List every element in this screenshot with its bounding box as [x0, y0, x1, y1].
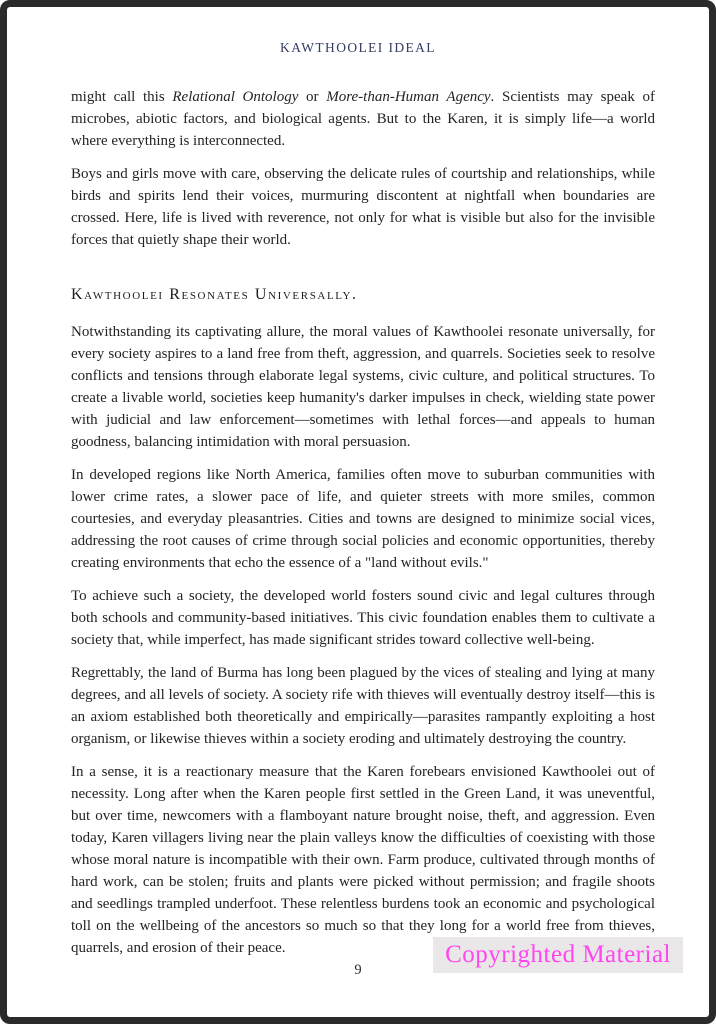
text-run: Boys and girls move with care, observing the delicate rules of courtship and relationships, while birds and spirits lend their voices, murmuring discontent at nightfall when boundaries are crossed. Here, life is lived with reverence, not only for what is visible but also for the invisible forces that quietly shape their world.	[71, 166, 655, 248]
italic-text-run: Relational Ontology	[172, 89, 299, 105]
running-head: KAWTHOOLEI IDEAL	[280, 40, 436, 55]
paragraph	[71, 163, 655, 251]
paragraph	[71, 662, 655, 750]
page-number: 9	[354, 962, 362, 978]
text-run: To achieve such a society, the developed world fosters sound civic and legal cultures through both schools and community-based initiatives. This civic foundation enables them to cultivate a society that, while imperfect, has made significant strides toward collective well-being.	[71, 588, 655, 648]
paragraph	[71, 464, 655, 574]
text-run: or	[298, 89, 327, 105]
paragraph	[71, 321, 655, 453]
page-body	[71, 86, 655, 959]
text-run: Notwithstanding its captivating allure, the moral values of Kawthoolei resonate universally, for every society aspires to a land free from theft, aggression, and quarrels. Societies seek to resolve conflicts and tensions through elaborate legal systems, civic culture, and political structures. To create a livable world, societies keep humanity's darker impulses in check, wielding state power with judicial and law enforcement—sometimes with lethal forces—and appeals to human goodness, balancing intimidation with moral persuasion.	[71, 324, 655, 450]
paragraph	[71, 86, 655, 152]
italic-text-run: More-than-Human Agency	[326, 89, 491, 105]
text-run: In developed regions like North America, families often move to suburban communities with lower crime rates, a slower pace of life, and quieter streets with more smiles, common courtesies, and everyday pleasantries. Cities and towns are designed to minimize social vices, addressing the root causes of crime through social policies and economic opportunities, thereby creating environments that echo the essence of a "land without evils."	[71, 467, 655, 571]
paragraph	[71, 761, 655, 959]
text-run: In a sense, it is a reactionary measure that the Karen forebears envisioned Kawthoolei out of necessity. Long after when the Karen people first settled in the Green Land, it was uneventful, but over time, newcomers with a flamboyant nature brought noise, theft, and aggression. Even today, Karen villagers living near the plain valleys know the difficulties of coexisting with those whose moral nature is incompatible with their own. Farm produce, cultivated through months of hard work, can be stolen; fruits and plants were picked without permission; and fragile shoots and seedlings trampled underfoot. These relentless burdens took an economic and psychological toll on the wellbeing of the ancestors so much so that they long for a world free from thieves, quarrels, and erosion of their peace.	[71, 764, 655, 956]
text-run: might call this	[71, 89, 173, 105]
text-run: Regrettably, the land of Burma has long been plagued by the vices of stealing and lying at many degrees, and all levels of society. A society rife with thieves will eventually destroy itself—this is an axiom established both theoretically and empirically—parasites rampantly exploiting a host organism, or likewise thieves within a society eroding and ultimately destroying the country.	[71, 665, 655, 747]
section-paragraphs	[71, 321, 655, 959]
text-run: . Scientists may speak of microbes, abiotic factors, and biological agents. But to the Karen, it is simply life—a world where everything is interconnected.	[71, 89, 655, 149]
section-heading: Kawthoolei Resonates Universally.	[71, 286, 358, 303]
paragraph	[71, 585, 655, 651]
intro-paragraphs	[71, 86, 655, 251]
copyright-watermark: Copyrighted Material	[433, 937, 683, 973]
